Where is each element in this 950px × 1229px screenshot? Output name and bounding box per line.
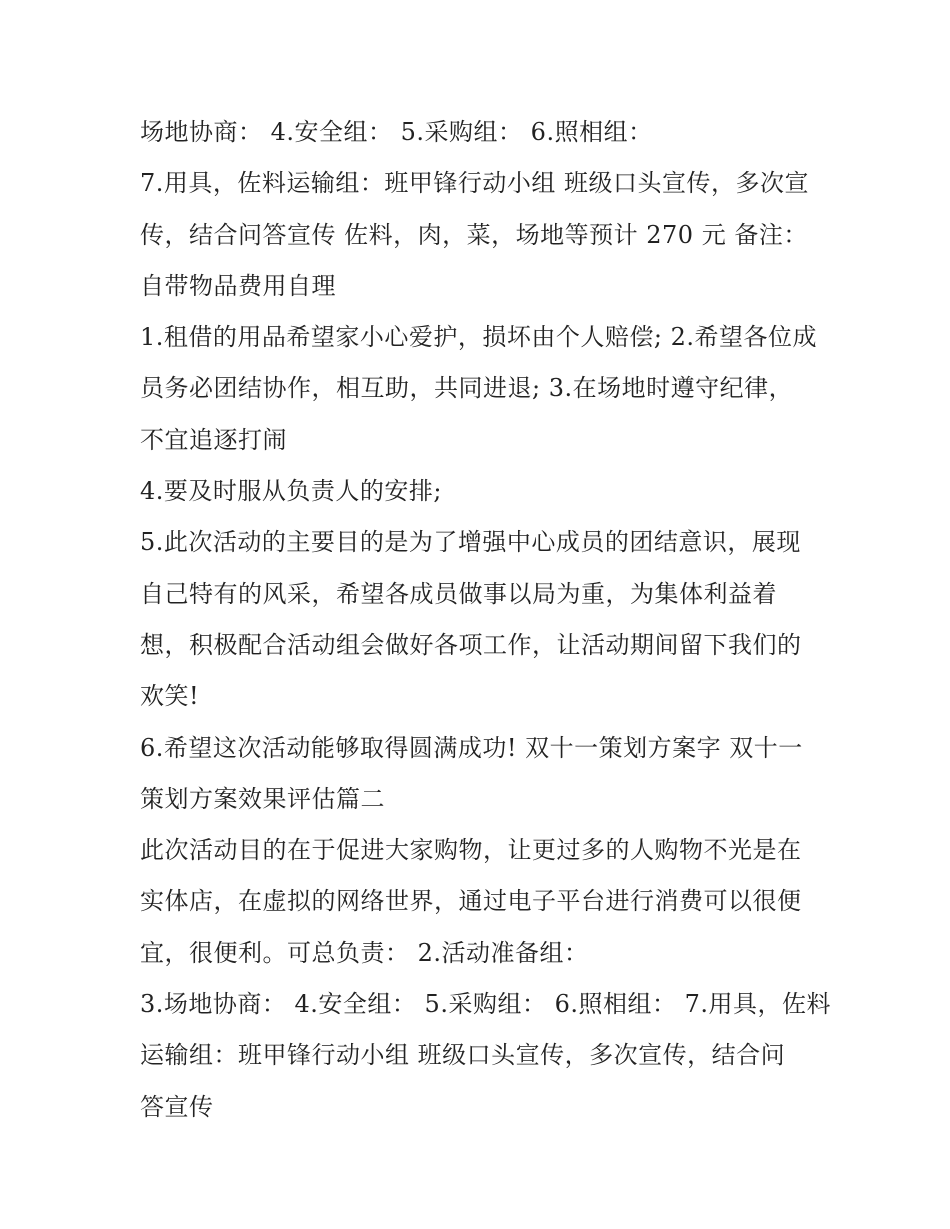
text-line: 6.希望这次活动能够取得圆满成功! 双十一策划方案字 双十一	[140, 733, 803, 762]
document-body	[140, 107, 832, 1133]
text-line: 3.场地协商： 4.安全组： 5.采购组： 6.照相组： 7.用具，佐料	[140, 990, 832, 1019]
text-line: 答宣传	[140, 1092, 214, 1121]
text-line: 7.用具，佐料运输组：班甲锋行动小组 班级口头宣传，多次宣	[140, 169, 810, 198]
text-line: 运输组：班甲锋行动小组 班级口头宣传，多次宣传，结合问	[140, 1041, 786, 1070]
text-line: 想，积极配合活动组会做好各项工作，让活动期间留下我们的	[140, 630, 802, 659]
text-line: 此次活动目的在于促进大家购物，让更过多的人购物不光是在	[140, 836, 802, 865]
text-line: 传，结合问答宣传 佐料，肉，菜，场地等预计 270 元 备注：	[140, 220, 808, 249]
text-line: 欢笑!	[140, 682, 200, 711]
text-line: 1.租借的用品希望家小心爱护，损坏由个人赔偿; 2.希望各位成	[140, 323, 818, 352]
text-line: 员务必团结协作，相互助，共同进退; 3.在场地时遵守纪律，	[140, 374, 794, 403]
text-line: 不宜追逐打闹	[140, 425, 287, 454]
text-line: 5.此次活动的主要目的是为了增强中心成员的团结意识，展现	[140, 528, 801, 557]
text-line: 实体店，在虚拟的网络世界，通过电子平台进行消费可以很便	[140, 887, 802, 916]
text-line: 宜，很便利。可总负责： 2.活动准备组：	[140, 938, 589, 967]
text-line: 场地协商： 4.安全组： 5.采购组： 6.照相组：	[140, 118, 653, 146]
text-line: 策划方案效果评估篇二	[140, 784, 385, 813]
text-line: 自己特有的风采，希望各成员做事以局为重，为集体利益着	[140, 579, 777, 608]
text-line: 4.要及时服从负责人的安排;	[140, 477, 442, 506]
text-line: 自带物品费用自理	[140, 271, 336, 300]
